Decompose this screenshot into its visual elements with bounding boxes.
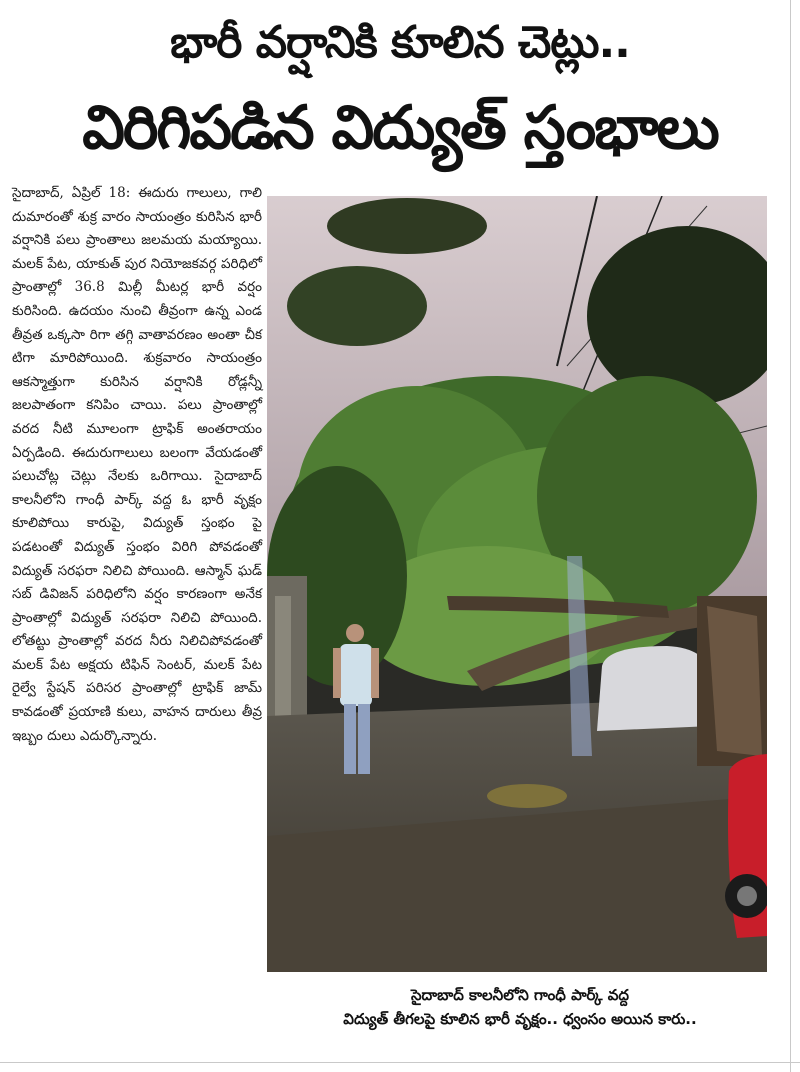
caption-line-2: విద్యుత్ తీగలపై కూలిన భారీ వృక్షం.. ధ్వంసం అయిన కారు.. (343, 1010, 697, 1028)
article-body: సైదాబాద్, ఏప్రిల్ 18: ఈదురు గాలులు, గాలి దుమారంతో శుక్ర వారం సాయంత్రం కురిసిన భారీ వర్షానికి పలు ప్రాంతాలు జలమయ మయ్యాయి. మలక్ పేట, యాకుత్ పుర నియోజకవర్గ పరిధిలో ప్రాంతాల్లో 36.8 మిల్లీ మీటర్ల భారీ వర్షం కురిసింది. ఉదయం నుంచి తీవ్రంగా ఉన్న ఎండ తీవ్రత ఒక్కసా రిగా తగ్గి వాతావరణం అంతా చీక టిగా మారిపోయింది. శుక్రవారం సాయంత్రం ఆకస్మాత్తుగా కురిసిన వర్షానికి రోడ్లన్నీ జలపాతంగా కనిపిం చాయి. పలు ప్రాంతాల్లో వరద నీటి మూలంగా ట్రాఫిక్ అంతరాయం ఏర్పడింది. ఈదురుగాలులు బలంగా వేయడంతో పలుచోట్ల చెట్లు నేలకు ఒరిగాయి. సైదాబాద్ కాలనీలోని గాంధీ పార్క్ వద్ద ఓ భారీ వృక్షం కూలిపోయి కారుపై, విద్యుత్ స్తంభం పై పడటంతో విద్యుత్ స్తంభం విరిగి పోవడంతో విద్యుత్ సరఫరా నిలిచి పోయింది. ఆస్మాన్ ఘడ్ సబ్ డివిజన్ పరిధిలోని వర్షం కారణంగా అనేక ప్రాంతాల్లో విద్యుత్ సరఫరా నిలిచి పోయింది. లోతట్టు ప్రాంతాల్లో వరద నీరు నిలిచిపోవడంతో మలక్ పేట అక్షయ టిఫిన్ సెంటర్, మలక్ పేట రైల్వే స్టేషన్ పరిసర ప్రాంతాల్లో ట్రాఫిక్ జామ్ కావడంతో ప్రయాణి కులు, వాహన దారులు తీవ్ర ఇబ్బం దులు ఎదుర్కొన్నారు. (12, 185, 262, 744)
headline-main: విరిగిపడిన విద్యుత్ స్తంభాలు (82, 93, 718, 163)
bottom-border-rule (0, 1062, 800, 1063)
photo-caption (270, 983, 770, 1031)
caption-line-1: సైదాబాద్ కాలనీలోని గాంధీ పార్క్ వద్ద (411, 986, 629, 1004)
right-border-rule (790, 0, 791, 1072)
news-photo-fallen-tree (267, 196, 767, 972)
headline-top: భారీ వర్షానికి కూలిన చెట్లు.. (170, 17, 630, 68)
